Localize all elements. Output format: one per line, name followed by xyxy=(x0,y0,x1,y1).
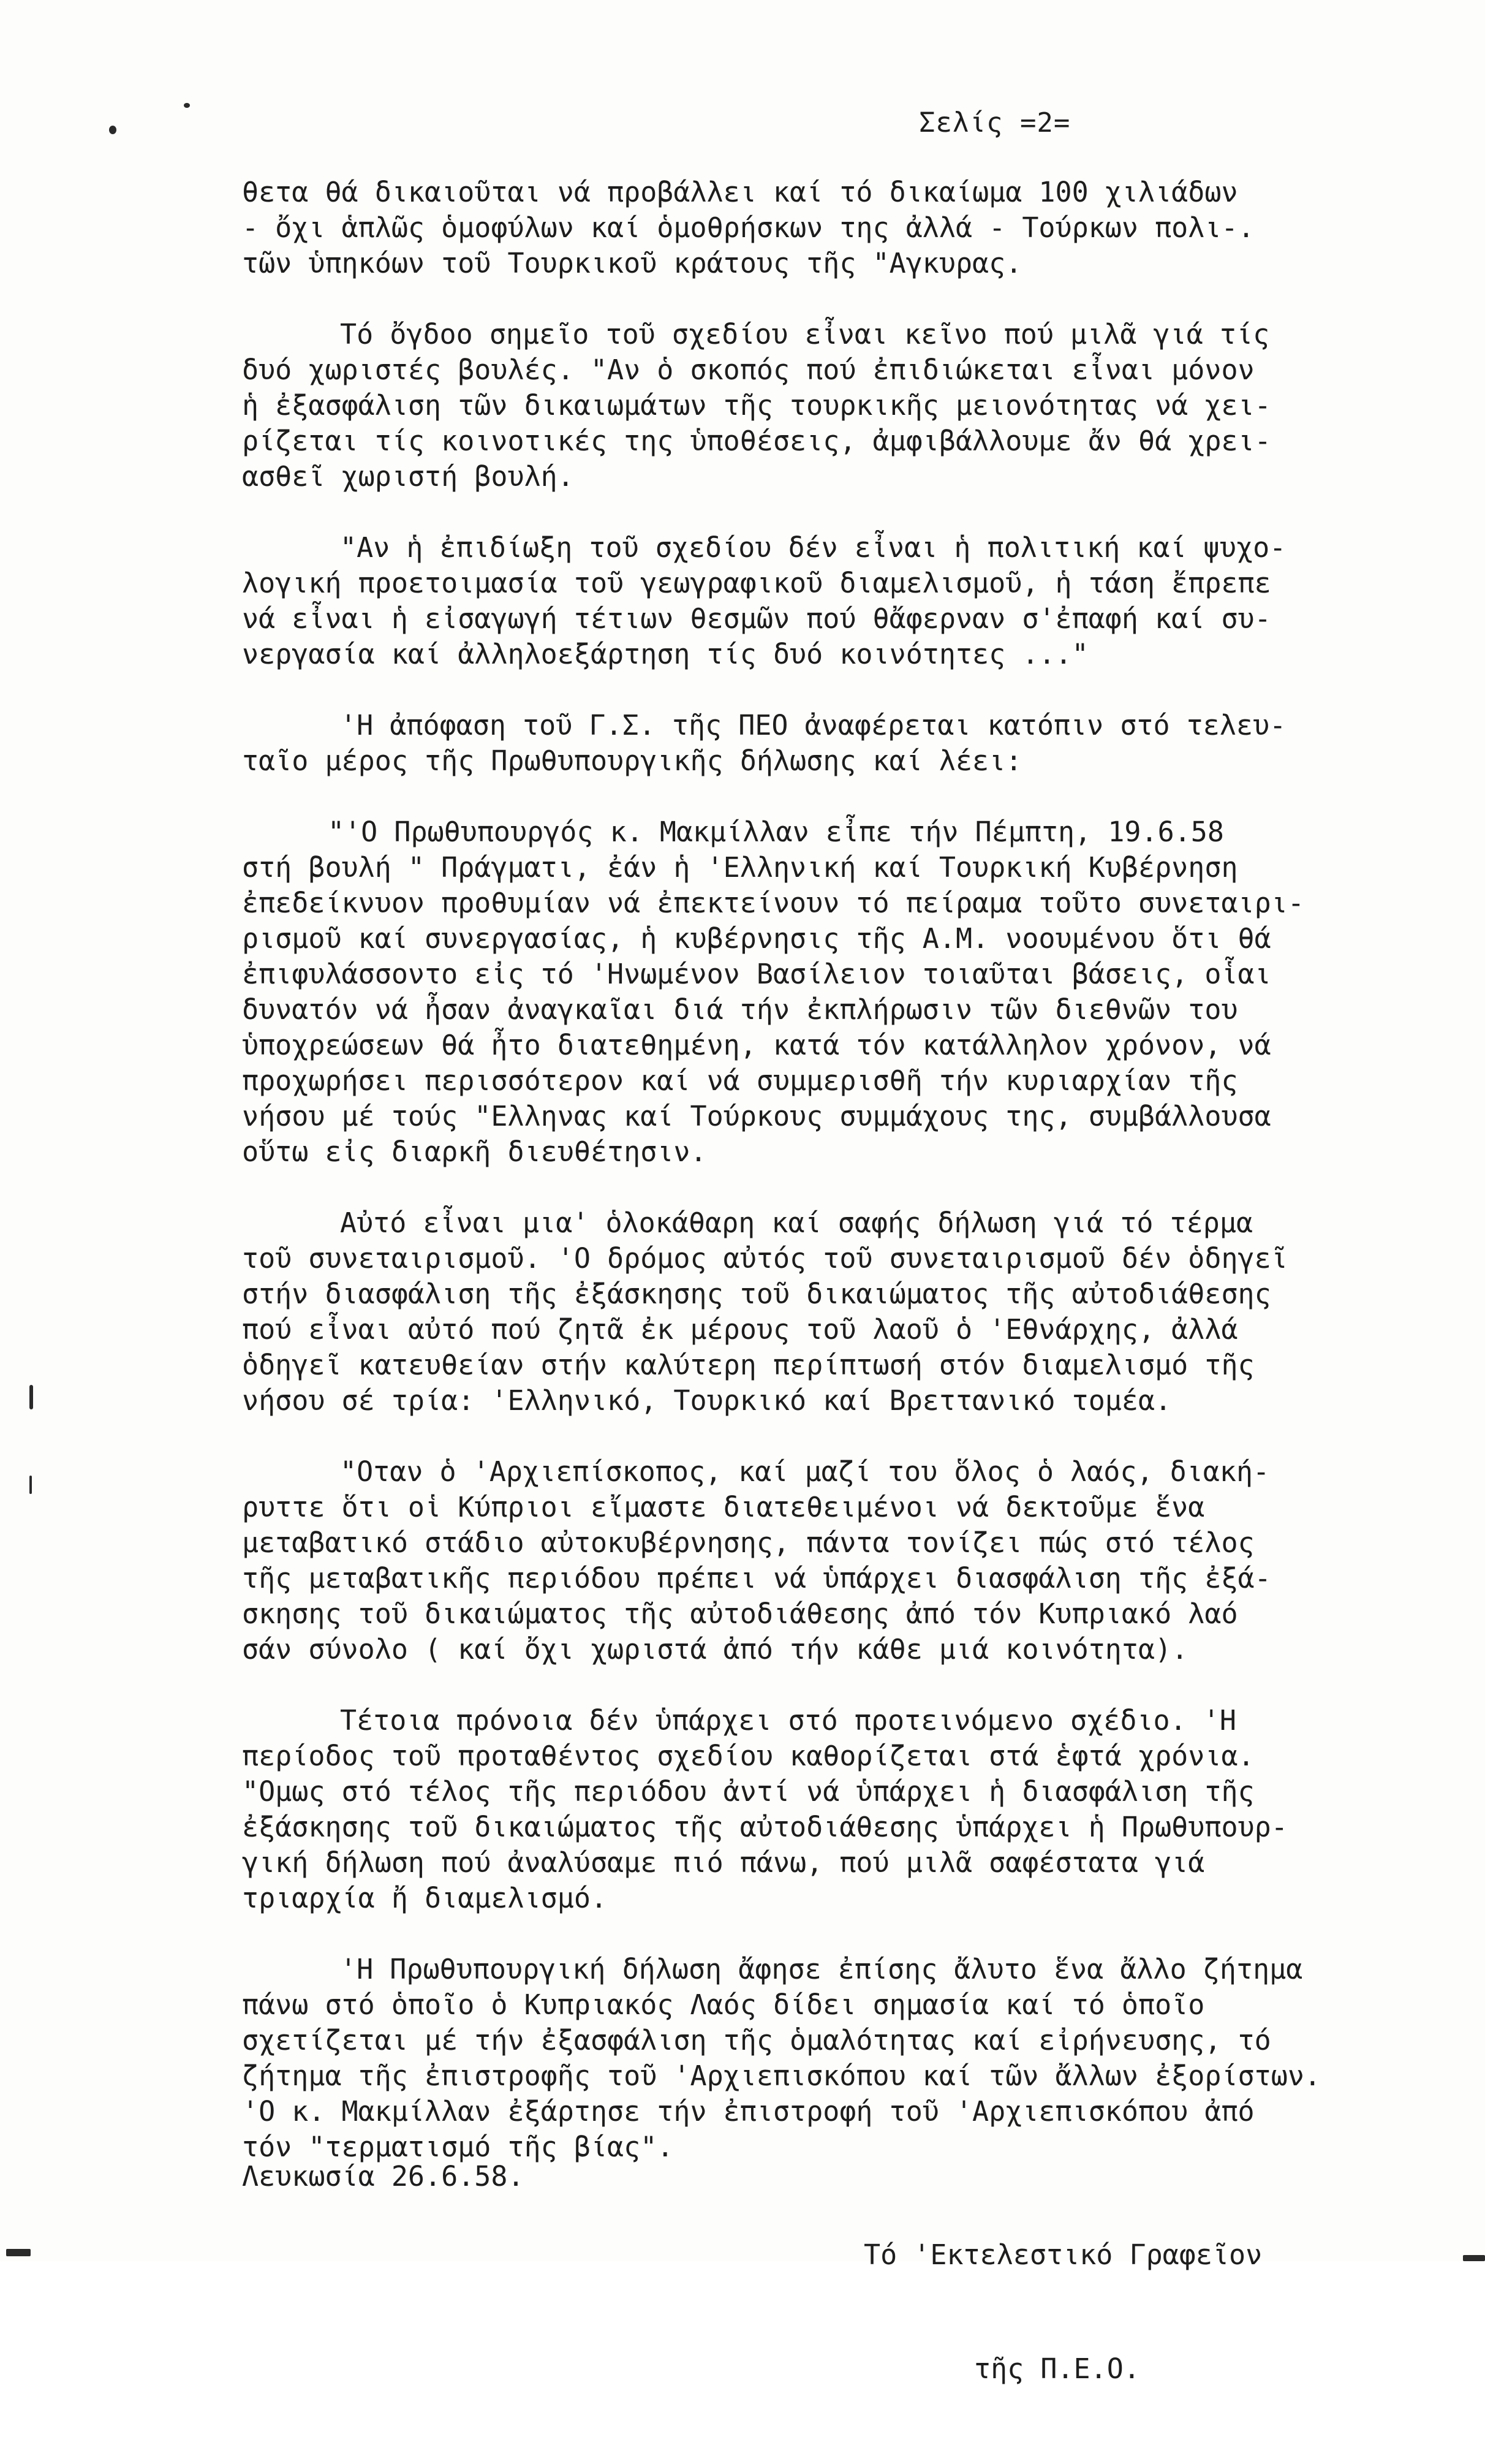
text-line: πάνω στό ὁποῖο ὁ Κυπριακός Λαός δίδει σημασία καί τό ὁποῖο xyxy=(242,1988,1205,2021)
scan-speck xyxy=(184,103,190,108)
text-line: τριαρχία ἤ διαμελισμό. xyxy=(242,1882,608,1914)
text-line: σκησης τοῦ δικαιώματος τῆς αὐτοδιάθεσης ἀπό τόν Κυπριακό λαό xyxy=(242,1598,1238,1630)
place-and-date: Λευκωσία 26.6.58. xyxy=(242,2160,524,2193)
text-line: ὑποχρεώσεων θά ἦτο διατεθημένη, κατά τόν κατάλληλον χρόνον, νά xyxy=(242,1029,1271,1061)
text-line: θετα θά δικαιοῦται νά προβάλλει καί τό δικαίωμα 100 χιλιάδων xyxy=(242,176,1238,208)
text-line: τῆς μεταβατικῆς περιόδου πρέπει νά ὑπάρχει διασφάλιση τῆς ἐξά- xyxy=(242,1562,1271,1594)
text-line: - ὄχι ἁπλῶς ὁμοφύλων καί ὁμοθρήσκων της ἀλλά - Τούρκων πολι-. xyxy=(242,211,1255,244)
paragraph xyxy=(242,1454,1443,1667)
text-line: ὁδηγεῖ κατευθείαν στήν καλύτερη περίπτωσή στόν διαμελισμό τῆς xyxy=(242,1349,1255,1381)
text-line: ρυττε ὅτι οἱ Κύπριοι εἴμαστε διατεθειμένοι νά δεκτοῦμε ἕνα xyxy=(242,1491,1205,1523)
text-line: 'Η Πρωθυπουργική δήλωση ἄφησε ἐπίσης ἄλυτο ἕνα ἄλλο ζήτημα xyxy=(340,1953,1303,1985)
text-line: περίοδος τοῦ προταθέντος σχεδίου καθορίζεται στά ἑφτά χρόνια. xyxy=(242,1740,1255,1772)
text-line: Τό ὄγδοο σημεῖο τοῦ σχεδίου εἶναι κεῖνο πού μιλᾶ γιά τίς xyxy=(340,318,1270,351)
text-line: "Οταν ὁ 'Αρχιεπίσκοπος, καί μαζί του ὅλος ὁ λαός, διακή- xyxy=(340,1455,1270,1488)
text-line: τόν "τερματισμό τῆς βίας". xyxy=(242,2131,674,2163)
text-line: δυνατόν νά ἦσαν ἀναγκαῖαι διά τήν ἐκπλήρωσιν τῶν διεθνῶν του xyxy=(242,993,1238,1026)
paragraph xyxy=(242,317,1443,495)
text-line: νήσου μέ τούς "Ελληνας καί Τούρκους συμμάχους της, συμβάλλουσα xyxy=(242,1100,1271,1132)
text-line: ἐξάσκησης τοῦ δικαιώματος τῆς αὐτοδιάθεσης ὑπάρχει ἡ Πρωθυπουρ- xyxy=(242,1811,1288,1843)
text-line: ἐπιφυλάσσοντο εἰς τό 'Ηνωμένον Βασίλειον τοιαῦται βάσεις, οἷαι xyxy=(242,958,1271,990)
scan-speck xyxy=(6,2249,31,2256)
text-line: ἐπεδείκνυον προθυμίαν νά ἐπεκτείνουν τό πείραμα τοῦτο συνεταιρι- xyxy=(242,887,1304,919)
paragraph xyxy=(242,530,1443,672)
text-line: σάν σύνολο ( καί ὄχι χωριστά ἀπό τήν κάθε μιά κοινότητα). xyxy=(242,1633,1188,1666)
text-line: στήν διασφάλιση τῆς ἐξάσκησης τοῦ δικαιώματος τῆς αὐτοδιάθεσης xyxy=(242,1278,1271,1310)
text-line: Τέτοια πρόνοια δέν ὑπάρχει στό προτεινόμενο σχέδιο. 'Η xyxy=(340,1704,1236,1737)
text-line: τῶν ὑπηκόων τοῦ Τουρκικοῦ κράτους τῆς "Αγκυρας. xyxy=(242,247,1022,279)
text-line: ασθεῖ χωριστή βουλή. xyxy=(242,460,574,493)
scan-speck xyxy=(29,1476,32,1494)
paragraph xyxy=(242,1952,1443,2165)
text-line: στή βουλή " Πράγματι, ἐάν ἡ 'Ελληνική καί Τουρκική Κυβέρνηση xyxy=(242,851,1238,884)
text-line: "Αν ἡ ἐπιδίωξη τοῦ σχεδίου δέν εἶναι ἡ πολιτική καί ψυχο- xyxy=(340,531,1287,564)
text-line: προχωρήσει περισσότερον καί νά συμμερισθῆ τήν κυριαρχίαν τῆς xyxy=(242,1064,1238,1097)
paragraph xyxy=(242,175,1443,281)
text-line: 'Ο κ. Μακμίλλαν ἐξάρτησε τήν ἐπιστροφή τοῦ 'Αρχιεπισκόπου ἀπό xyxy=(242,2095,1255,2128)
text-line: ρισμοῦ καί συνεργασίας, ἡ κυβέρνησις τῆς Α.Μ. νοουμένου ὅτι θά xyxy=(242,922,1271,955)
text-line: ταῖο μέρος τῆς Πρωθυπουργικῆς δήλωσης καί λέει: xyxy=(242,745,1022,777)
text-line: Αὐτό εἶναι μια' ὁλοκάθαρη καί σαφής δήλωση γιά τό τέρμα xyxy=(340,1207,1253,1239)
page-number: Σελίς =2= xyxy=(919,107,1071,138)
text-line: "Ομως στό τέλος τῆς περιόδου ἀντί νά ὑπάρχει ἡ διασφάλιση τῆς xyxy=(242,1775,1255,1808)
scan-speck xyxy=(29,1385,33,1409)
text-line: τοῦ συνεταιρισμοῦ. 'Ο δρόμος αὐτός τοῦ συνεταιρισμοῦ δέν ὁδηγεῖ xyxy=(242,1242,1288,1275)
text-line: σχετίζεται μέ τήν ἐξασφάλιση τῆς ὁμαλότητας καί εἰρήνευσης, τό xyxy=(242,2024,1271,2056)
paragraph xyxy=(242,708,1443,779)
text-line: ἡ ἐξασφάλιση τῶν δικαιωμάτων τῆς τουρκικῆς μειονότητας νά χει- xyxy=(242,389,1271,422)
text-line: ρίζεται τίς κοινοτικές της ὑποθέσεις, ἀμφιβάλλουμε ἄν θά χρει- xyxy=(242,425,1271,457)
text-line: νήσου σέ τρία: 'Ελληνικό, Τουρκικό καί Βρεττανικό τομέα. xyxy=(242,1384,1172,1417)
signature-line-2: τῆς Π.Ε.Ο. xyxy=(974,2352,1140,2385)
document-body xyxy=(242,175,1443,2201)
paragraph xyxy=(242,814,1443,1170)
scan-speck xyxy=(1463,2255,1485,2261)
signature-line-1: Τό 'Εκτελεστικό Γραφεῖον xyxy=(864,2238,1263,2271)
text-line: λογική προετοιμασία τοῦ γεωγραφικοῦ διαμελισμοῦ, ἡ τάση ἔπρεπε xyxy=(242,567,1271,599)
text-line: δυό χωριστές βουλές. "Αν ὁ σκοπός πού ἐπιδιώκεται εἶναι μόνον xyxy=(242,354,1255,386)
text-line: 'Η ἀπόφαση τοῦ Γ.Σ. τῆς ΠΕΟ ἀναφέρεται κατόπιν στό τελευ- xyxy=(340,709,1287,741)
text-line: γική δήλωση πού ἀναλύσαμε πιό πάνω, πού μιλᾶ σαφέστατα γιά xyxy=(242,1846,1205,1879)
scan-speck xyxy=(109,126,116,134)
text-line: οὕτω εἰς διαρκῆ διευθέτησιν. xyxy=(242,1135,707,1168)
text-line: ζήτημα τῆς ἐπιστροφῆς τοῦ 'Αρχιεπισκόπου καί τῶν ἄλλων ἐξορίστων. xyxy=(242,2060,1321,2092)
paragraph xyxy=(242,1205,1443,1419)
text-line: μεταβατικό στάδιο αὐτοκυβέρνησης, πάντα τονίζει πώς στό τέλος xyxy=(242,1526,1255,1559)
text-line: νά εἶναι ἡ εἰσαγωγή τέτιων θεσμῶν πού θἄφερναν σ'ἐπαφή καί συ- xyxy=(242,602,1271,635)
signature-block xyxy=(864,2160,1262,2464)
text-line: νεργασία καί ἀλληλοεξάρτηση τίς δυό κοινότητες ..." xyxy=(242,638,1089,670)
text-line: "'Ο Πρωθυπουργός κ. Μακμίλλαν εἶπε τήν Πέμπτη, 19.6.58 xyxy=(328,816,1224,848)
text-line: πού εἶναι αὐτό πού ζητᾶ ἐκ μέρους τοῦ λαοῦ ὁ 'Εθνάρχης, ἀλλά xyxy=(242,1313,1238,1346)
paragraph xyxy=(242,1703,1443,1916)
